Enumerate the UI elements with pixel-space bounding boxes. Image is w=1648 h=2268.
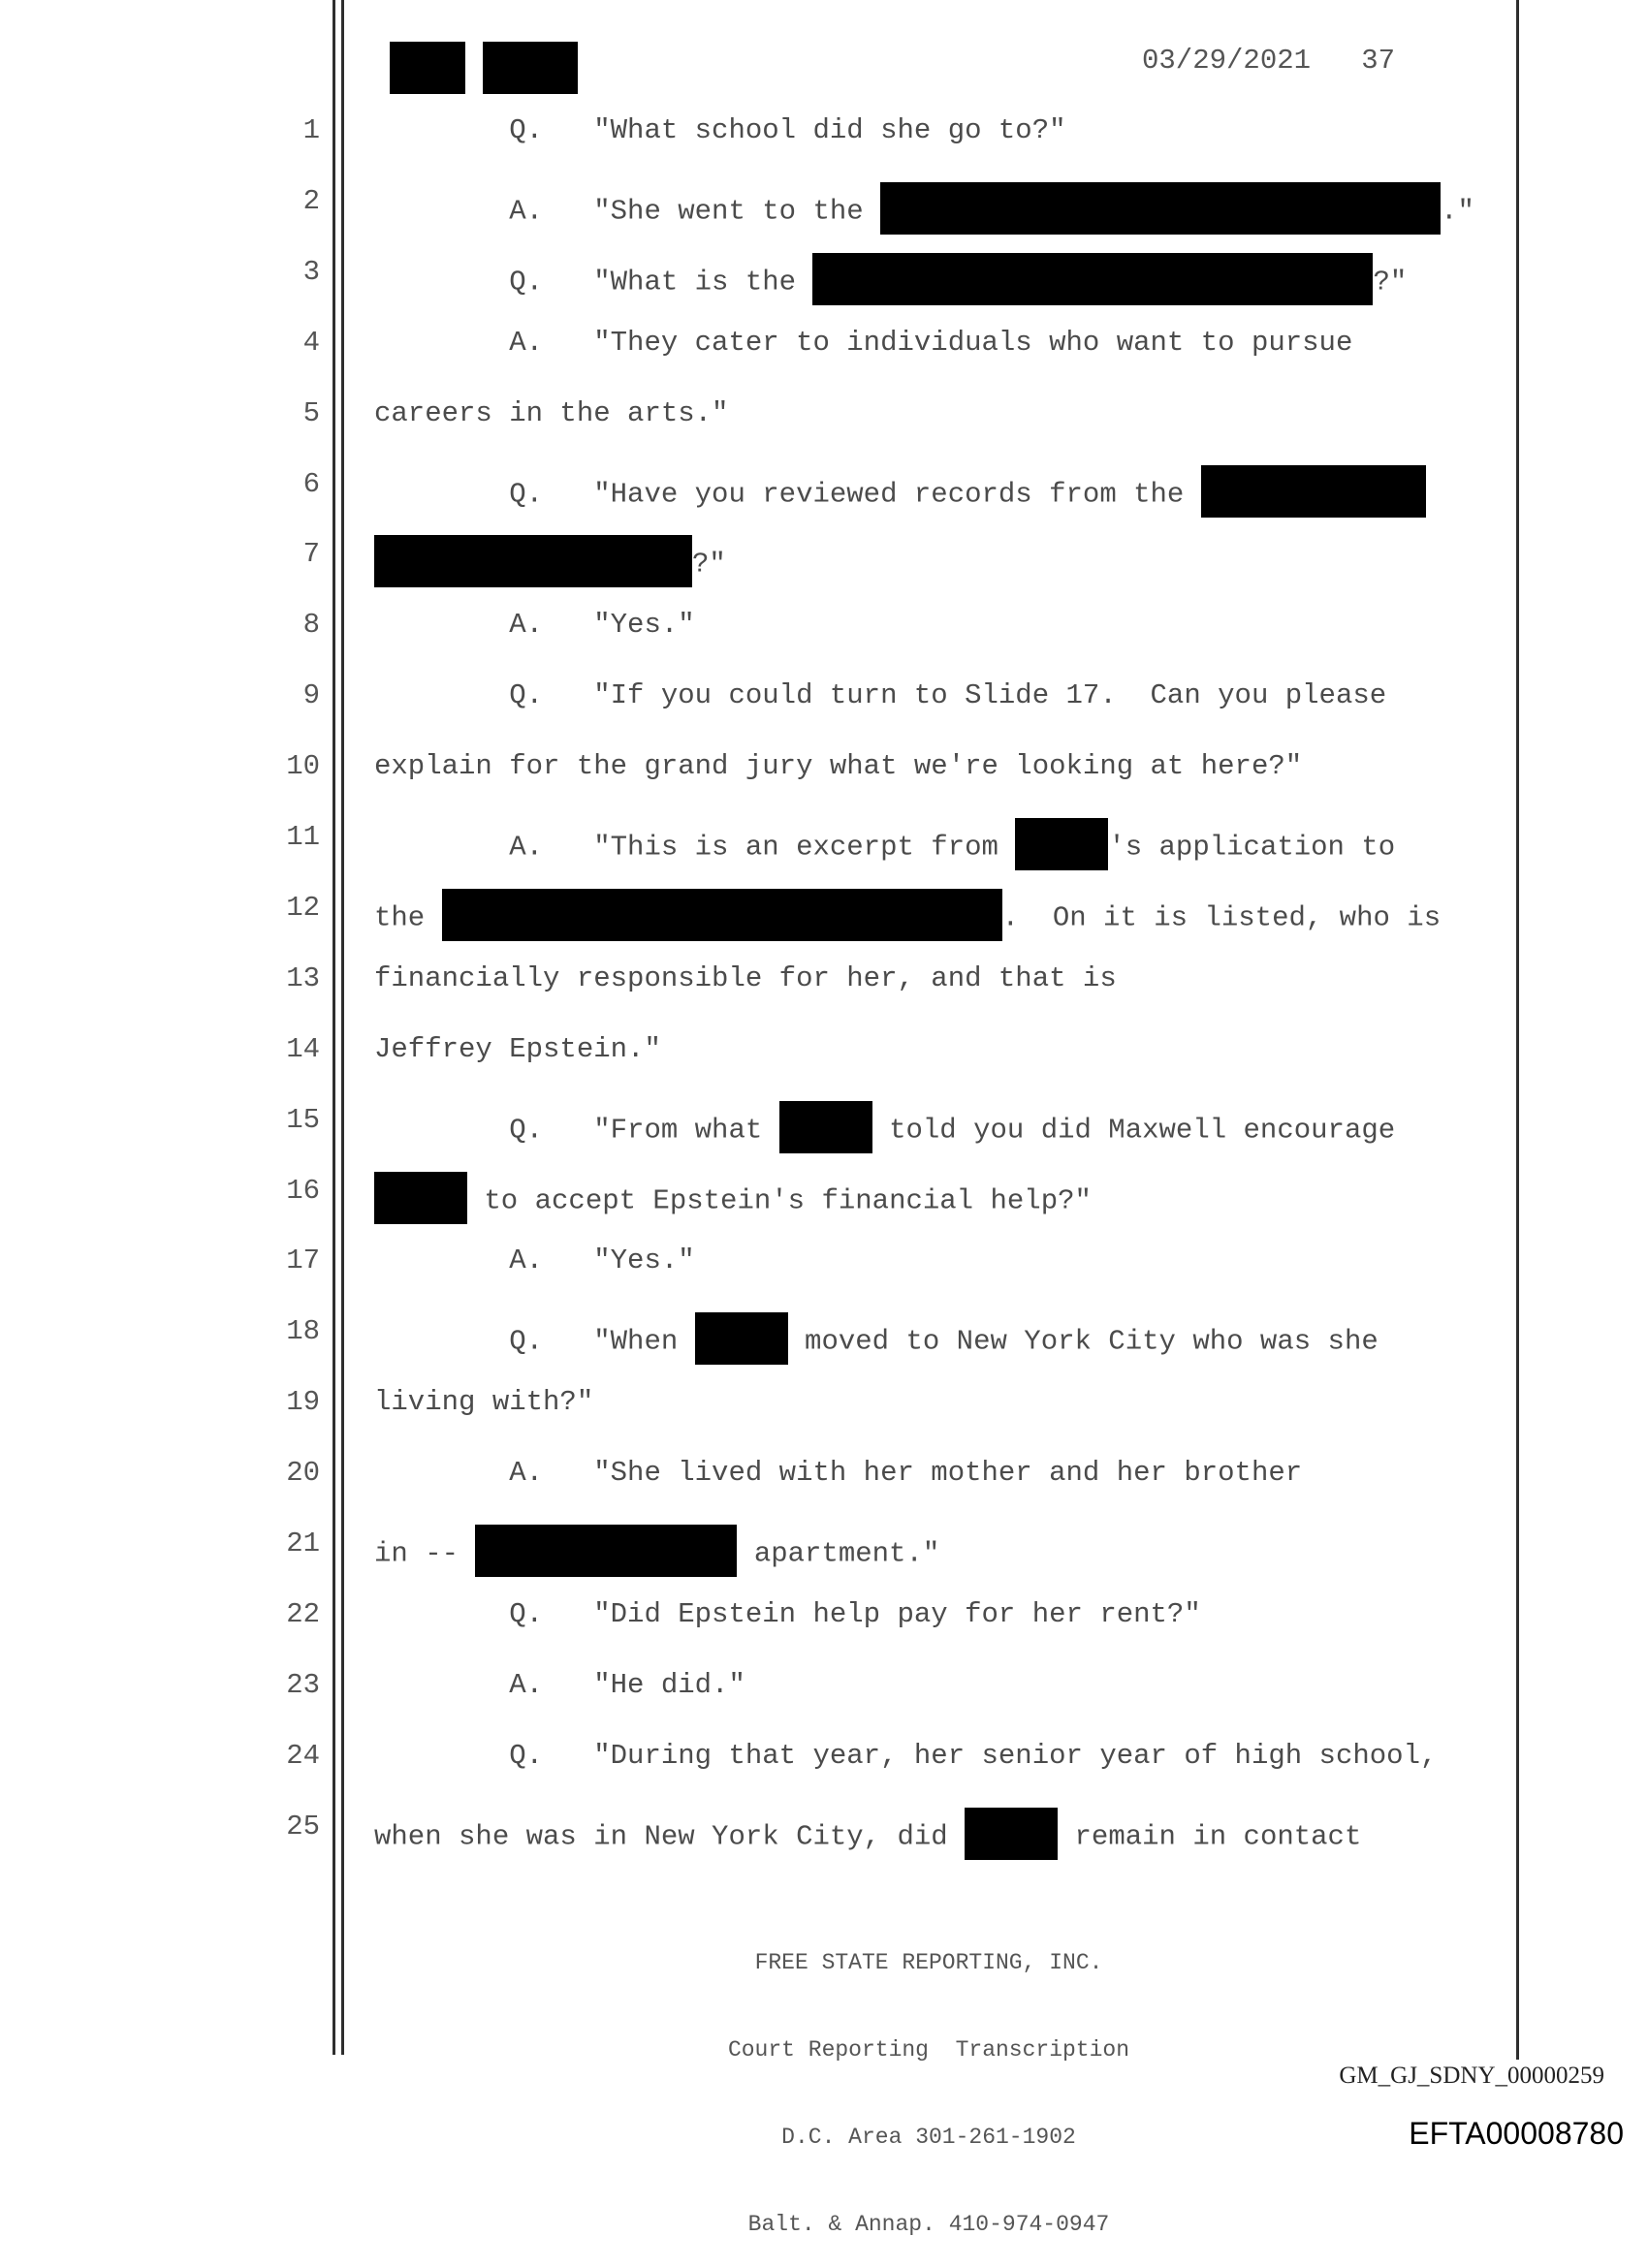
transcript-line: [374, 1315, 1379, 1368]
line-text: 's application to: [1108, 831, 1396, 864]
line-number: 23: [286, 1669, 320, 1701]
line-number: 7: [302, 538, 320, 570]
transcript-line: [374, 1244, 695, 1276]
line-text: . On it is listed, who is: [1001, 901, 1442, 934]
transcript-line: [374, 1669, 745, 1701]
transcript-line: [374, 962, 1117, 994]
transcript-line: [374, 468, 1426, 520]
header-page-number: 37: [1361, 45, 1396, 77]
transcript-line: [374, 538, 726, 590]
line-number: 9: [302, 679, 320, 711]
line-text: living with?": [374, 1386, 594, 1418]
line-number: 14: [286, 1033, 320, 1065]
line-text: A. "She went to the: [374, 195, 881, 228]
footer-phone-balt: Balt. & Annap. 410-974-0947: [747, 2212, 1110, 2237]
line-number: 12: [286, 892, 320, 924]
line-text: A. "Yes.": [374, 1244, 695, 1276]
transcript-line: [374, 1457, 1302, 1489]
line-number: 22: [286, 1598, 320, 1630]
transcript-line: [374, 892, 1441, 944]
transcript-line: [374, 1811, 1361, 1863]
transcript-line: [374, 609, 695, 641]
line-number: 8: [302, 609, 320, 641]
footer-phone-dc: D.C. Area 301-261-1902: [781, 2125, 1076, 2150]
line-text: Q. "When: [374, 1325, 695, 1358]
redaction-box: [374, 1172, 467, 1224]
line-text: explain for the grand jury what we're looking at here?": [374, 750, 1303, 782]
redaction-box: [812, 253, 1373, 305]
transcript-line: [374, 1528, 939, 1580]
line-text: A. "Yes.": [374, 609, 695, 641]
line-text: Q. "If you could turn to Slide 17. Can you please: [374, 679, 1387, 711]
transcript-line: [374, 821, 1395, 873]
line-number: 18: [286, 1315, 320, 1347]
line-number: 3: [302, 256, 320, 288]
line-text: moved to New York City who was she: [787, 1325, 1379, 1358]
line-number: 21: [286, 1528, 320, 1559]
transcript-line: [374, 397, 728, 429]
transcript-line: [374, 114, 1066, 146]
line-number: 25: [286, 1811, 320, 1843]
line-text: Q. "Have you reviewed records from the: [374, 478, 1201, 511]
line-text: A. "They cater to individuals who want to pursue: [374, 327, 1353, 359]
line-text: Q. "From what: [374, 1114, 779, 1147]
footer-company: FREE STATE REPORTING, INC.: [754, 1950, 1103, 1975]
line-number: 5: [302, 397, 320, 429]
line-text: apartment.": [737, 1537, 940, 1570]
left-margin-line-inner: [341, 0, 344, 2055]
left-margin-line-outer: [333, 0, 335, 2055]
transcript-line: [374, 1175, 1092, 1227]
transcript-line: [374, 1598, 1201, 1630]
line-text: .": [1441, 195, 1474, 228]
line-number: 2: [302, 185, 320, 217]
footer-services: Court Reporting Transcription: [727, 2037, 1130, 2063]
line-number: 20: [286, 1457, 320, 1489]
transcript-line: [374, 256, 1407, 308]
line-text: Q. "What is the: [374, 266, 813, 299]
line-text: to accept Epstein's financial help?": [467, 1184, 1092, 1217]
redaction-box: [475, 1525, 737, 1577]
redaction-box: [1015, 818, 1108, 870]
line-number: 17: [286, 1244, 320, 1276]
line-number: 11: [286, 821, 320, 853]
line-number: 16: [286, 1175, 320, 1207]
line-text: A. "He did.": [374, 1669, 745, 1701]
line-text: told you did Maxwell encourage: [872, 1114, 1396, 1147]
transcript-line: [374, 1104, 1395, 1156]
transcript-line: [374, 327, 1352, 359]
transcript-line: [374, 1033, 661, 1065]
line-text: ?": [692, 548, 726, 581]
line-number: 4: [302, 327, 320, 359]
header-date: 03/29/2021: [1142, 45, 1312, 77]
transcript-line: [374, 1386, 593, 1418]
line-number: 15: [286, 1104, 320, 1136]
line-number: 6: [302, 468, 320, 500]
line-text: the: [374, 901, 442, 934]
transcript-line: [374, 1740, 1437, 1772]
line-text: remain in contact: [1058, 1820, 1362, 1853]
line-text: in --: [374, 1537, 476, 1570]
redaction-box: [695, 1312, 788, 1365]
line-text: careers in the arts.": [374, 397, 729, 429]
line-number: 13: [286, 962, 320, 994]
transcript-line: [374, 185, 1474, 237]
line-text: Q. "Did Epstein help pay for her rent?": [374, 1598, 1201, 1630]
line-text: when she was in New York City, did: [374, 1820, 966, 1853]
line-number: 24: [286, 1740, 320, 1772]
redaction-box: [1201, 465, 1426, 518]
line-number: 10: [286, 750, 320, 782]
line-text: A. "This is an excerpt from: [374, 831, 1016, 864]
line-number: 1: [302, 114, 320, 146]
efta-number: EFTA00008780: [1409, 2116, 1624, 2151]
redaction-box: [880, 182, 1441, 235]
header-redaction-1: [390, 42, 465, 94]
header-redaction-2: [483, 42, 578, 94]
line-text: Q. "What school did she go to?": [374, 114, 1066, 146]
transcript-line: [374, 750, 1302, 782]
redaction-box: [779, 1101, 872, 1153]
transcript-line: [374, 679, 1386, 711]
line-text: Jeffrey Epstein.": [374, 1033, 661, 1065]
redaction-box: [965, 1808, 1058, 1860]
page-header: [1142, 45, 1395, 77]
bates-number: GM_GJ_SDNY_00000259: [1339, 2063, 1604, 2089]
redaction-box: [374, 535, 692, 587]
right-margin-line: [1516, 0, 1519, 2060]
redaction-box: [442, 889, 1002, 941]
line-text: Q. "During that year, her senior year of high school,: [374, 1740, 1438, 1772]
line-text: A. "She lived with her mother and her brother: [374, 1457, 1303, 1489]
line-text: financially responsible for her, and that is: [374, 962, 1117, 994]
line-text: ?": [1373, 266, 1408, 299]
line-number: 19: [286, 1386, 320, 1418]
